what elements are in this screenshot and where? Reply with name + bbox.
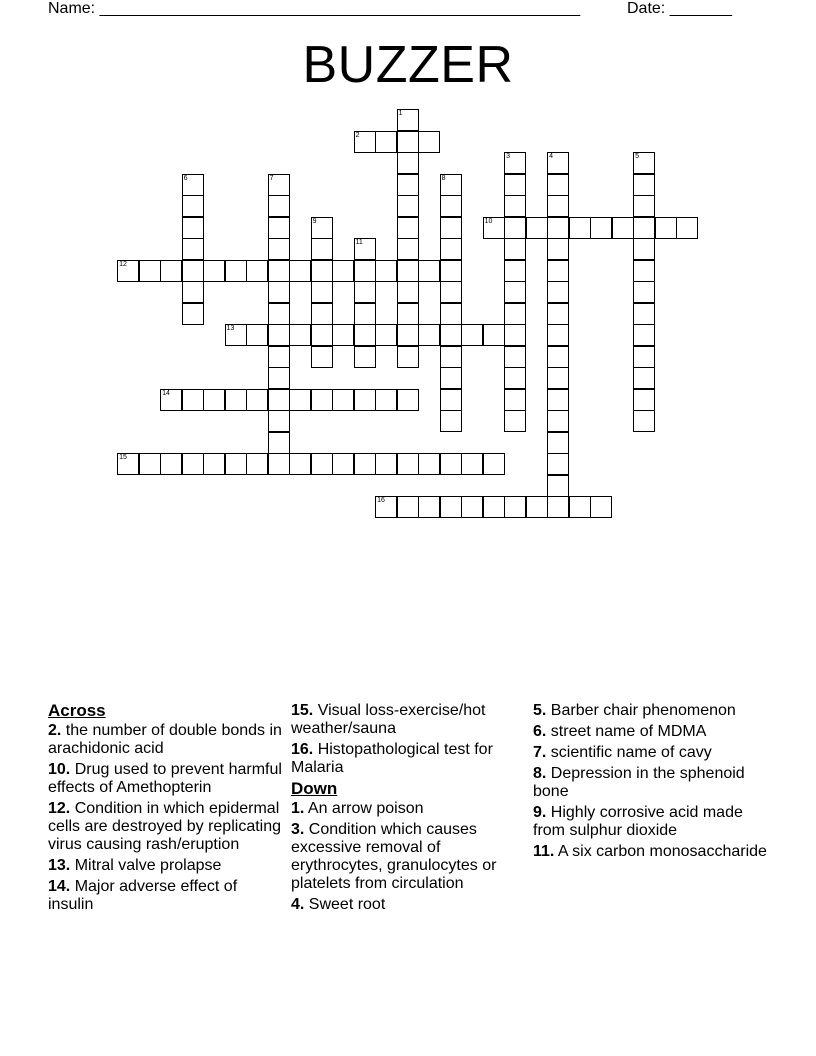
grid-cell[interactable]: [504, 281, 526, 303]
grid-cell[interactable]: [182, 260, 204, 282]
grid-cell[interactable]: [655, 217, 677, 239]
grid-cell[interactable]: [332, 389, 354, 411]
clue-number: 12: [119, 260, 127, 268]
grid-cell[interactable]: [397, 389, 419, 411]
grid-cell[interactable]: [332, 260, 354, 282]
across-heading: Across: [48, 701, 106, 720]
grid-cell[interactable]: [268, 453, 290, 475]
grid-cell[interactable]: [354, 453, 376, 475]
grid-cell[interactable]: [246, 389, 268, 411]
grid-cell[interactable]: [354, 389, 376, 411]
clue-item: [291, 896, 529, 914]
clue-number: 6: [183, 174, 188, 182]
clue-item: [291, 702, 529, 738]
grid-cell[interactable]: [203, 453, 225, 475]
grid-cell[interactable]: [117, 260, 139, 282]
clue-number: 5: [635, 153, 639, 161]
grid-cell[interactable]: [440, 367, 462, 389]
clue-item-text: Condition in which epidermal cells are destroyed by replicating virus causing rash/eruption: [48, 800, 282, 853]
clue-item-text: Condition which causes excessive removal of erythrocytes, granulocytes or platelets from circulation: [291, 821, 497, 892]
grid-cell[interactable]: [397, 174, 419, 196]
grid-cell[interactable]: [440, 217, 462, 239]
grid-cell[interactable]: [504, 238, 526, 260]
grid-cell[interactable]: [418, 260, 440, 282]
grid-cell[interactable]: [569, 496, 591, 518]
down-heading: Down: [291, 779, 338, 798]
grid-cell[interactable]: [440, 281, 462, 303]
grid-cell[interactable]: [676, 217, 698, 239]
grid-cell[interactable]: [547, 367, 569, 389]
grid-cell[interactable]: [268, 324, 290, 346]
grid-cell[interactable]: [160, 453, 182, 475]
grid-cell[interactable]: [504, 496, 526, 518]
grid-cell[interactable]: [160, 260, 182, 282]
grid-cell[interactable]: [311, 238, 333, 260]
clue-item: [533, 804, 773, 840]
clue-item-text: Highly corrosive acid made from sulphur dioxide: [533, 804, 743, 839]
grid-cell[interactable]: [633, 346, 655, 368]
grid-cell[interactable]: [547, 410, 569, 432]
grid-cell[interactable]: [182, 281, 204, 303]
grid-cell[interactable]: [397, 281, 419, 303]
grid-cell[interactable]: [440, 324, 462, 346]
grid-cell[interactable]: [633, 217, 655, 239]
grid-cell[interactable]: [311, 217, 333, 239]
grid-cell[interactable]: [268, 410, 290, 432]
grid-cell[interactable]: [246, 453, 268, 475]
grid-cell[interactable]: [547, 432, 569, 454]
grid-cell[interactable]: [182, 453, 204, 475]
clue-item: [533, 723, 773, 741]
grid-cell[interactable]: [547, 238, 569, 260]
grid-cell[interactable]: [547, 389, 569, 411]
clue-item-number: 16.: [291, 741, 314, 758]
grid-cell[interactable]: [225, 389, 247, 411]
clue-item: [48, 800, 286, 854]
grid-cell[interactable]: [633, 281, 655, 303]
grid-cell[interactable]: [397, 195, 419, 217]
grid-cell[interactable]: [633, 174, 655, 196]
grid-cell[interactable]: [182, 217, 204, 239]
grid-cell[interactable]: [547, 496, 569, 518]
clue-item: [533, 744, 773, 762]
grid-cell[interactable]: [440, 174, 462, 196]
down-clue-list-continued: [533, 702, 773, 861]
grid-cell[interactable]: [526, 217, 548, 239]
grid-cell[interactable]: [311, 389, 333, 411]
grid-cell[interactable]: [332, 324, 354, 346]
grid-cell[interactable]: [268, 346, 290, 368]
clues-column-3: [533, 702, 773, 864]
clue-item: [291, 741, 529, 777]
grid-cell[interactable]: [483, 324, 505, 346]
grid-cell[interactable]: [182, 303, 204, 325]
date-field[interactable]: Date: _______: [627, 0, 732, 17]
clue-item-text: Barber chair phenomenon: [546, 702, 736, 719]
clue-item-text: Major adverse effect of insulin: [48, 878, 238, 913]
grid-cell[interactable]: [440, 346, 462, 368]
grid-cell[interactable]: [397, 260, 419, 282]
clue-item-number: 8.: [533, 765, 547, 782]
clue-number: 16: [377, 497, 385, 505]
grid-cell[interactable]: [311, 453, 333, 475]
grid-cell[interactable]: [590, 217, 612, 239]
grid-cell[interactable]: [289, 260, 311, 282]
grid-cell[interactable]: [504, 324, 526, 346]
grid-cell[interactable]: [418, 453, 440, 475]
grid-cell[interactable]: [418, 324, 440, 346]
grid-cell[interactable]: [569, 217, 591, 239]
clue-item-number: 5.: [533, 702, 547, 719]
grid-cell[interactable]: [526, 496, 548, 518]
clue-item-text: Drug used to prevent harmful effects of Amethopterin: [48, 761, 282, 796]
grid-cell[interactable]: [547, 346, 569, 368]
grid-cell[interactable]: [440, 389, 462, 411]
grid-cell[interactable]: [160, 389, 182, 411]
clue-number: 13: [226, 325, 235, 333]
grid-cell[interactable]: [397, 324, 419, 346]
clue-item-number: 11.: [533, 843, 555, 860]
clue-number: 14: [162, 389, 170, 397]
grid-cell[interactable]: [311, 303, 333, 325]
grid-cell[interactable]: [633, 152, 655, 174]
grid-cell[interactable]: [633, 195, 655, 217]
clue-item-text: Sweet root: [304, 896, 386, 913]
grid-cell[interactable]: [225, 324, 247, 346]
clue-item: [291, 821, 529, 893]
clue-number: 9: [312, 217, 317, 225]
grid-cell[interactable]: [547, 303, 569, 325]
across-clue-list-continued: [291, 702, 529, 777]
grid-cell[interactable]: [354, 324, 376, 346]
grid-cell[interactable]: [375, 389, 397, 411]
grid-cell[interactable]: [182, 238, 204, 260]
grid-cell[interactable]: [332, 453, 354, 475]
grid-cell[interactable]: [354, 238, 376, 260]
clue-number: 2: [355, 131, 360, 139]
grid-cell[interactable]: [354, 346, 376, 368]
grid-cell[interactable]: [547, 195, 569, 217]
grid-cell[interactable]: [483, 217, 505, 239]
grid-cell[interactable]: [268, 303, 290, 325]
grid-cell[interactable]: [311, 346, 333, 368]
clue-item-text: street name of MDMA: [546, 723, 707, 740]
clue-number: 1: [398, 110, 403, 118]
grid-cell[interactable]: [418, 496, 440, 518]
grid-cell[interactable]: [612, 217, 634, 239]
grid-cell[interactable]: [590, 496, 612, 518]
grid-cell[interactable]: [440, 195, 462, 217]
grid-cell[interactable]: [504, 367, 526, 389]
clue-item-text: Depression in the sphenoid bone: [533, 765, 745, 800]
clue-item-number: 4.: [291, 896, 305, 913]
grid-cell[interactable]: [354, 281, 376, 303]
clue-item-text: Histopathological test for Malaria: [291, 741, 493, 776]
grid-cell[interactable]: [504, 410, 526, 432]
clue-item-text: Visual loss-exercise/hot weather/sauna: [291, 702, 486, 737]
clue-item: [291, 800, 529, 818]
clue-number: 7: [269, 174, 274, 182]
grid-cell[interactable]: [440, 453, 462, 475]
grid-cell[interactable]: [504, 260, 526, 282]
grid-cell[interactable]: [354, 260, 376, 282]
grid-cell[interactable]: [203, 389, 225, 411]
clue-number: 4: [549, 153, 553, 161]
grid-cell[interactable]: [397, 109, 419, 131]
grid-cell[interactable]: [547, 475, 569, 497]
across-clue-list: [48, 722, 286, 914]
grid-cell[interactable]: [547, 152, 569, 174]
grid-cell[interactable]: [397, 217, 419, 239]
grid-cell[interactable]: [547, 281, 569, 303]
grid-cell[interactable]: [633, 324, 655, 346]
clue-number: 8: [441, 174, 446, 182]
clue-item: [48, 857, 286, 875]
grid-cell[interactable]: [440, 410, 462, 432]
grid-cell[interactable]: [203, 260, 225, 282]
clue-item-number: 14.: [48, 878, 71, 895]
grid-cell[interactable]: [504, 389, 526, 411]
grid-cell[interactable]: [504, 303, 526, 325]
grid-cell[interactable]: [440, 260, 462, 282]
clue-item: [48, 722, 286, 758]
grid-cell[interactable]: [268, 260, 290, 282]
grid-cell[interactable]: [440, 303, 462, 325]
grid-cell[interactable]: [504, 195, 526, 217]
puzzle-title: BUZZER: [302, 36, 514, 94]
grid-cell[interactable]: [418, 131, 440, 153]
clue-item-number: 10.: [48, 761, 71, 778]
grid-cell[interactable]: [311, 260, 333, 282]
grid-cell[interactable]: [397, 346, 419, 368]
clue-number: 15: [119, 454, 127, 462]
clue-item-text: Mitral valve prolapse: [70, 857, 222, 874]
grid-cell[interactable]: [547, 217, 569, 239]
grid-cell[interactable]: [268, 367, 290, 389]
grid-cell[interactable]: [311, 281, 333, 303]
grid-cell[interactable]: [397, 303, 419, 325]
clue-item-number: 7.: [533, 744, 547, 761]
grid-cell[interactable]: [461, 496, 483, 518]
grid-cell[interactable]: [289, 389, 311, 411]
clue-item: [533, 843, 773, 861]
grid-cell[interactable]: [246, 260, 268, 282]
clue-item-text: A six carbon monosaccharide: [554, 843, 767, 860]
grid-cell[interactable]: [268, 281, 290, 303]
grid-cell[interactable]: [375, 260, 397, 282]
grid-cell[interactable]: [547, 174, 569, 196]
grid-cell[interactable]: [246, 324, 268, 346]
grid-cell[interactable]: [268, 174, 290, 196]
grid-cell[interactable]: [504, 346, 526, 368]
grid-cell[interactable]: [225, 260, 247, 282]
grid-cell[interactable]: [182, 389, 204, 411]
grid-cell[interactable]: [375, 453, 397, 475]
grid-cell[interactable]: [547, 324, 569, 346]
grid-cell[interactable]: [182, 195, 204, 217]
grid-cell[interactable]: [633, 367, 655, 389]
grid-cell[interactable]: [633, 389, 655, 411]
grid-cell[interactable]: [117, 453, 139, 475]
grid-cell[interactable]: [483, 453, 505, 475]
grid-cell[interactable]: [289, 324, 311, 346]
clue-item-text: scientific name of cavy: [546, 744, 712, 761]
clue-number: 11: [355, 239, 363, 247]
grid-cell[interactable]: [504, 217, 526, 239]
grid-cell[interactable]: [139, 453, 161, 475]
grid-cell[interactable]: [375, 324, 397, 346]
grid-cell[interactable]: [397, 453, 419, 475]
clue-item: [48, 761, 286, 797]
clues-column-2: [291, 702, 529, 917]
grid-cell[interactable]: [268, 195, 290, 217]
clue-item: [533, 702, 773, 720]
grid-cell[interactable]: [182, 174, 204, 196]
clue-number: 3: [506, 153, 510, 161]
grid-cell[interactable]: [225, 453, 247, 475]
grid-cell[interactable]: [139, 260, 161, 282]
grid-cell[interactable]: [440, 496, 462, 518]
grid-cell[interactable]: [397, 496, 419, 518]
grid-cell[interactable]: [483, 496, 505, 518]
grid-cell[interactable]: [504, 152, 526, 174]
clue-item-number: 6.: [533, 723, 547, 740]
grid-cell[interactable]: [311, 324, 333, 346]
grid-cell[interactable]: [354, 303, 376, 325]
clue-item-number: 2.: [48, 722, 62, 739]
grid-cell[interactable]: [547, 260, 569, 282]
grid-cell[interactable]: [461, 453, 483, 475]
grid-cell[interactable]: [397, 152, 419, 174]
clue-item-number: 13.: [48, 857, 71, 874]
grid-cell[interactable]: [633, 238, 655, 260]
clue-item-number: 15.: [291, 702, 314, 719]
grid-cell[interactable]: [289, 453, 311, 475]
grid-cell[interactable]: [397, 238, 419, 260]
clues-column-1: [48, 702, 286, 917]
grid-cell[interactable]: [268, 238, 290, 260]
clue-item-text: An arrow poison: [304, 800, 424, 817]
grid-cell[interactable]: [547, 453, 569, 475]
grid-cell[interactable]: [268, 432, 290, 454]
grid-cell[interactable]: [354, 131, 376, 153]
clue-item-number: 3.: [291, 821, 305, 838]
grid-cell[interactable]: [375, 131, 397, 153]
clue-item-text: the number of double bonds in arachidonic acid: [48, 722, 282, 757]
grid-cell[interactable]: [461, 324, 483, 346]
down-clue-list: [291, 800, 529, 914]
name-field[interactable]: Name: ______________________________________________________: [48, 0, 581, 17]
clue-item: [533, 765, 773, 801]
grid-cell[interactable]: [440, 238, 462, 260]
grid-cell[interactable]: [633, 260, 655, 282]
clue-item-number: 1.: [291, 800, 305, 817]
grid-cell[interactable]: [397, 131, 419, 153]
clue-number: 10: [484, 217, 493, 225]
clue-item: [48, 878, 286, 914]
grid-cell[interactable]: [633, 410, 655, 432]
clue-item-number: 9.: [533, 804, 547, 821]
grid-cell[interactable]: [268, 389, 290, 411]
grid-cell[interactable]: [375, 496, 397, 518]
clue-item-number: 12.: [48, 800, 71, 817]
grid-cell[interactable]: [504, 174, 526, 196]
grid-cell[interactable]: [633, 303, 655, 325]
grid-cell[interactable]: [268, 217, 290, 239]
